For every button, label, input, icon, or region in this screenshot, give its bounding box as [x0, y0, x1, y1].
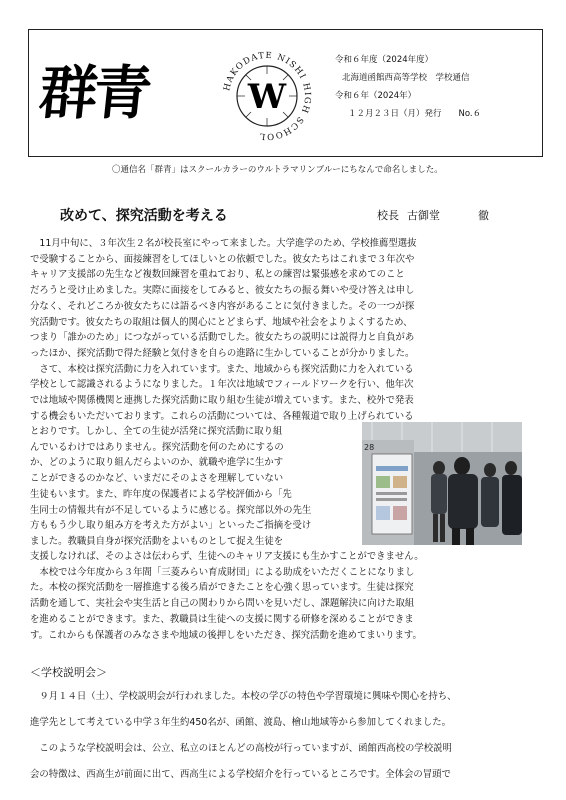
section-title: ＜学校説明会＞ — [30, 666, 107, 679]
text-line: 進学先として考えている中学３年生約450名が、函館、渡島、檜山地域等から参加してくれました。 — [30, 717, 452, 728]
text-line: 本校では今年度から３年間「三菱みらい育成財団」による助成をいただくことになりまし — [30, 566, 415, 578]
author-role: 校長 — [377, 209, 399, 222]
text-line: す。これからも保護者のみなさまや地域の後押しをいただき、探究活動を進めてまいります。 — [30, 629, 422, 641]
text-line: 学校として認識されるようになりました。１年次は地域でフィールドワークを行い、他年次 — [30, 379, 414, 391]
issue-year: 令和６年（2024年） — [335, 91, 417, 101]
text-line: つまり「誰かのため」につながっている活動でした。彼女たちの説明には説得力と自負があ — [30, 332, 415, 344]
school-name: 北海道函館西高等学校 学校通信 — [342, 73, 470, 83]
newsletter-title: 群青 — [35, 59, 152, 127]
text-line: を進めることができます。また、教職員は生徒への支援に関する研修を深めることができま — [30, 613, 414, 625]
text-line: んでいるわけではありません。探究活動を何のためにするの — [30, 441, 284, 453]
text-line: 方ももう少し取り組み方を考えた方がよい」といったご指摘を受け — [30, 520, 312, 532]
text-line: ました。教職員自身が探究活動をよいものとして捉え生徒を — [30, 535, 284, 547]
article-body-wrapped — [30, 424, 356, 550]
text-line: 生同士の情報共有が不足しているように感じる。探究部以外の先生 — [30, 504, 312, 516]
text-line: 生徒もいます。また、昨年度の保護者による学校評価から「先 — [30, 488, 292, 500]
text-line: た。本校の探究活動を一層推進する後ろ盾ができたことを心強く思っています。生徒は探究 — [30, 582, 414, 594]
text-line: キャリア支援部の先生など複数回練習を重ねており、私との練習は緊張感を求めてのこと — [30, 269, 405, 281]
school-emblem-icon — [217, 46, 317, 146]
author-name-given: 徹 — [478, 209, 489, 222]
text-line: する機会もいただいております。これらの活動については、各種報道で取り上げられている — [30, 410, 414, 422]
text-line: では地域や関係機関と連携した探究活動に取り組む生徒が増えています。また、校外で発表 — [30, 395, 414, 407]
article-body-lower — [30, 549, 542, 643]
text-line: ことができるのかなど、いまだにそのよさを理解していない — [30, 473, 284, 485]
poster-number: 28 — [364, 443, 375, 452]
text-line: とおりです。しかし、全ての生徒が活発に探究活動に取り組 — [30, 426, 283, 437]
students-at-poster-session-photo — [362, 422, 522, 545]
text-line: 活動を通して、実社会や実生活と自己の関わりから問いを見いだし、課題解決に向けた取組 — [30, 598, 415, 610]
article-author — [377, 207, 489, 223]
issue-date-number: １２月２３日（月）発行 No.６ — [348, 109, 482, 119]
text-line: で受験することから、面接練習をしてほしいとの依頼でした。彼女たちはこれまで３年次や — [30, 253, 415, 265]
emblem-ring-text: HAKODATE NISHI HIGH SCHOOL — [222, 50, 313, 142]
text-line: 会の特徴は、西高生が前面に出て、西高生による学校紹介を行っているところです。全体会の冒頭で — [30, 769, 451, 780]
text-line: 究活動です。彼女たちの取組は個人的関心にとどまらず、地域や社会をよりよくするため、 — [30, 316, 413, 328]
section-body — [30, 684, 542, 788]
text-line: 支援しなければ、そのよさは伝わらず、生徒へのキャリア支援にも生かすことができません。 — [30, 551, 424, 562]
text-line: このような学校説明会は、公立、私立のほとんどの高校が行っていますが、函館西高校の学校説明 — [30, 743, 452, 754]
name-origin-caption: 〇通信名「群青」はスクールカラーのウルトラマリンブルーにちなんで命名しました。 — [112, 165, 443, 175]
author-name-family: 古御堂 — [407, 209, 440, 222]
emblem-letter: W — [247, 77, 287, 117]
article-body-upper — [30, 236, 542, 424]
text-line: か、どのように取り組んだらよいのか、就職や進学に生かす — [30, 457, 284, 469]
text-line: だろうと受け止めました。実際に面接をしてみると、彼女たちの振る舞いや受け答えは申し — [30, 285, 415, 297]
text-line: さて、本校は探究活動に力を入れています。また、地域からも探究活動に力を入れている — [30, 363, 414, 375]
article-title: 改めて、探究活動を考える — [60, 208, 228, 224]
text-line: 11月中旬に、３年次生２名が校長室にやって来ました。大学進学のため、学校推薦型選抜 — [30, 238, 417, 249]
text-line: ９月１４日（土）、学校説明会が行われました。本校の学びの特色や学習環境に興味や関心を持ち、 — [30, 691, 457, 702]
text-line: ったほか、探究活動で得た経験と気付きを自らの進路に生かしていることが分かりました。 — [30, 347, 415, 359]
issue-fiscal-year: 令和６年度（2024年度） — [335, 55, 434, 65]
text-line: 分なく、それどころか彼女たちには語るべき内容があることに気付きました。その一つが探 — [30, 300, 415, 312]
